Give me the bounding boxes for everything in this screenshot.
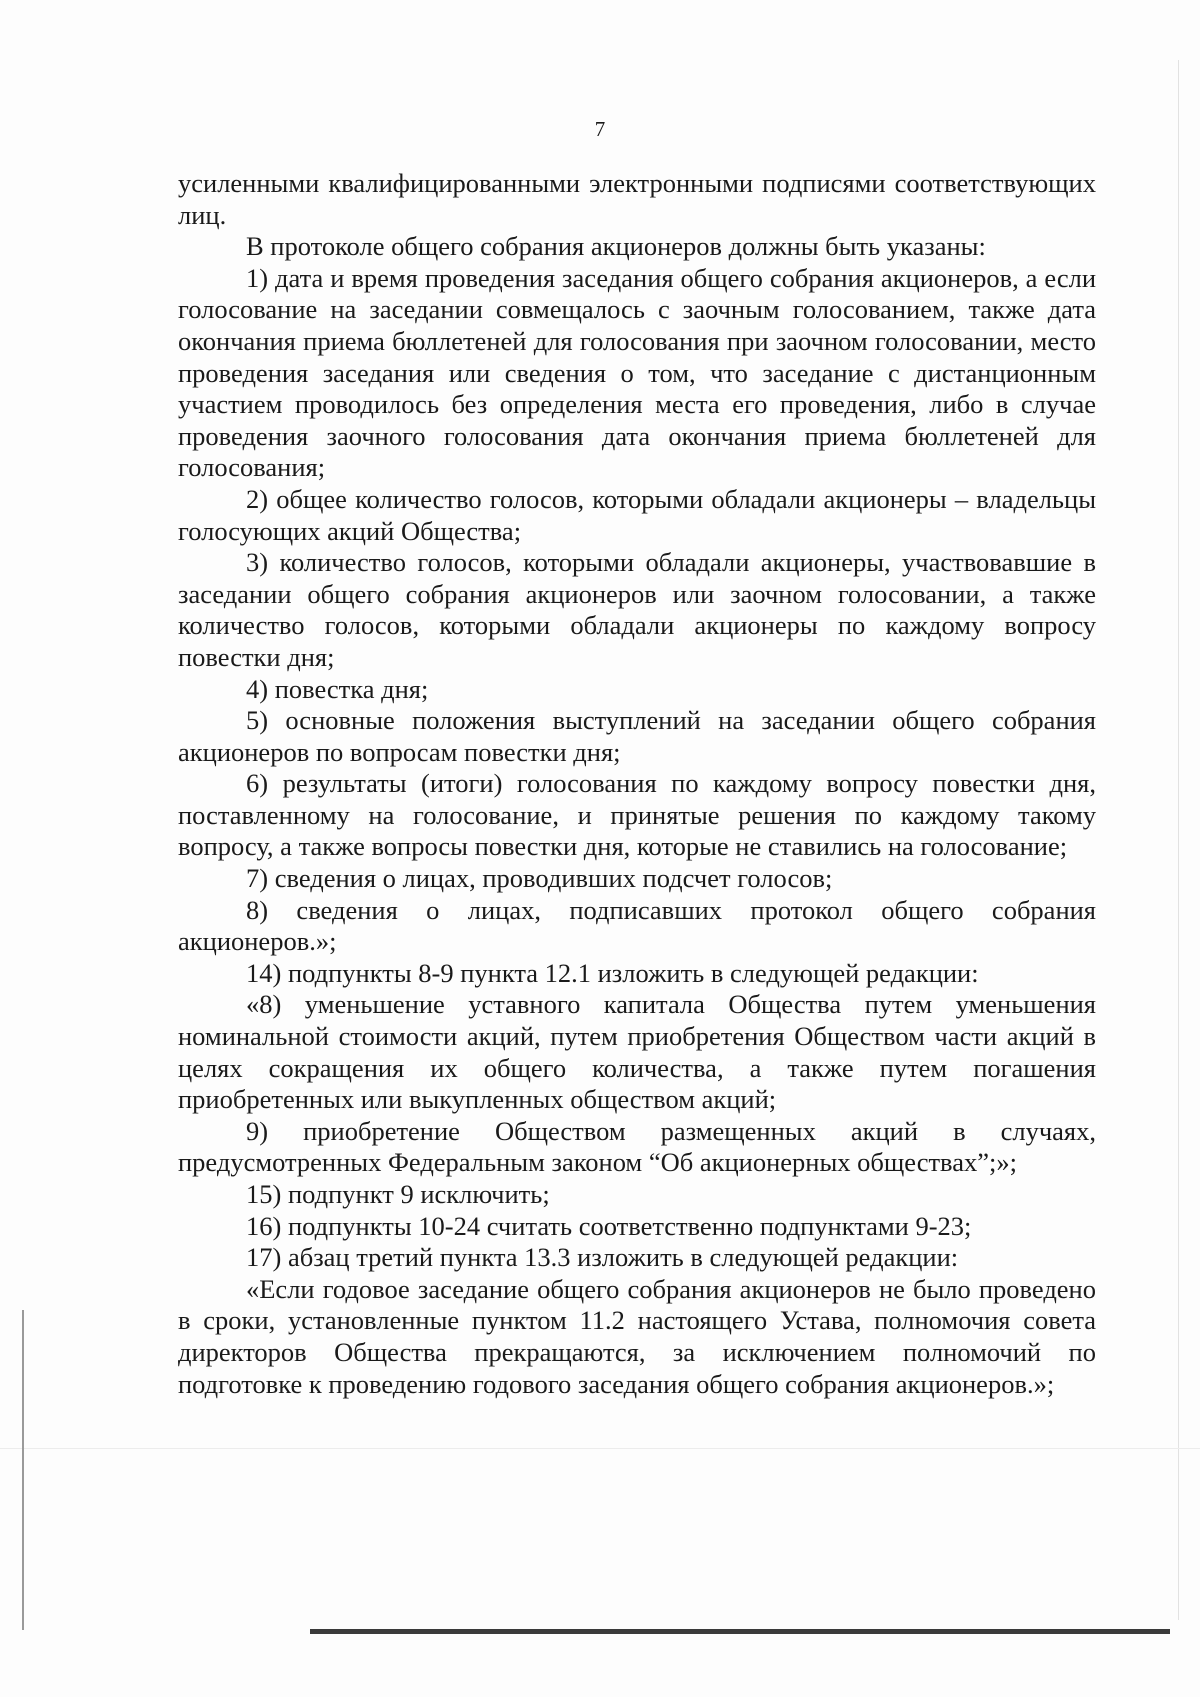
scan-artifact-line (0, 1448, 1200, 1449)
paragraph: «8) уменьшение уставного капитала Общества путем уменьшения номинальной стоимости акций, путем приобретения Обществом части акций в целях сокращения их общего количества, а также путем погашения приобретенных или выкупленных обществом акций; (178, 989, 1096, 1115)
paragraph: 17) абзац третий пункта 13.3 изложить в следующей редакции: (246, 1242, 959, 1273)
paragraph: 15) подпункт 9 исключить; (246, 1179, 550, 1209)
document-body (178, 168, 1096, 1400)
paragraph: 7) сведения о лицах, проводивших подсчет голосов; (246, 863, 833, 894)
paragraph: 8) сведения о лицах, подписавших протокол общего собрания акционеров.»; (178, 894, 1096, 957)
scan-edge-shadow (1178, 60, 1179, 1620)
scan-bottom-edge (310, 1629, 1170, 1634)
scan-margin-line (22, 1310, 24, 1630)
paragraph: 1) дата и время проведения заседания общего собрания акционеров, а если голосование на заседании совмещалось с заочным голосованием, также дата окончания приема бюллетеней для голосования при заочном голосовании, место проведения заседания или сведения о том, что заседание с дистанционным участием проводилось без определения места его проведения, либо в случае проведения заочного голосования дата окончания приема бюллетеней для голосования; (178, 262, 1096, 483)
paragraph: 3) количество голосов, которыми обладали акционеры, участвовавшие в заседании общего собрания акционеров или заочном голосовании, а также количество голосов, которыми обладали акционеры по каждому вопросу повестки дня; (178, 547, 1096, 672)
paragraph: 14) подпункты 8-9 пункта 12.1 изложить в следующей редакции: (246, 957, 979, 988)
paragraph: 16) подпункты 10-24 считать соответственно подпунктами 9-23; (246, 1210, 972, 1241)
paragraph: 2) общее количество голосов, которыми обладали акционеры – владельцы голосующих акций Общества; (178, 483, 1096, 546)
paragraph: 5) основные положения выступлений на заседании общего собрания акционеров по вопросам повестки дня; (178, 705, 1096, 767)
paragraph: «Если годовое заседание общего собрания акционеров не было проведено в сроки, установленные пунктом 11.2 настоящего Устава, полномочия совета директоров Общества прекращаются, за исключением полномочий по подготовке к проведению годового заседания общего собрания акционеров.»; (178, 1273, 1096, 1399)
page-number: 7 (594, 117, 606, 141)
paragraph: 6) результаты (итоги) голосования по каждому вопросу повестки дня, поставленному на голосование, и принятые решения по каждому такому вопросу, а также вопросы повестки дня, которые не ставились на голосование; (178, 768, 1096, 862)
paragraph: 4) повестка дня; (246, 673, 429, 704)
paragraph: усиленными квалифицированными электронными подписями соответствующих лиц. (178, 168, 1096, 230)
paragraph: В протоколе общего собрания акционеров должны быть указаны: (246, 231, 986, 262)
paragraph: 9) приобретение Обществом размещенных акций в случаях, предусмотренных Федеральным законом “Об акционерных обществах”;»; (178, 1115, 1096, 1178)
